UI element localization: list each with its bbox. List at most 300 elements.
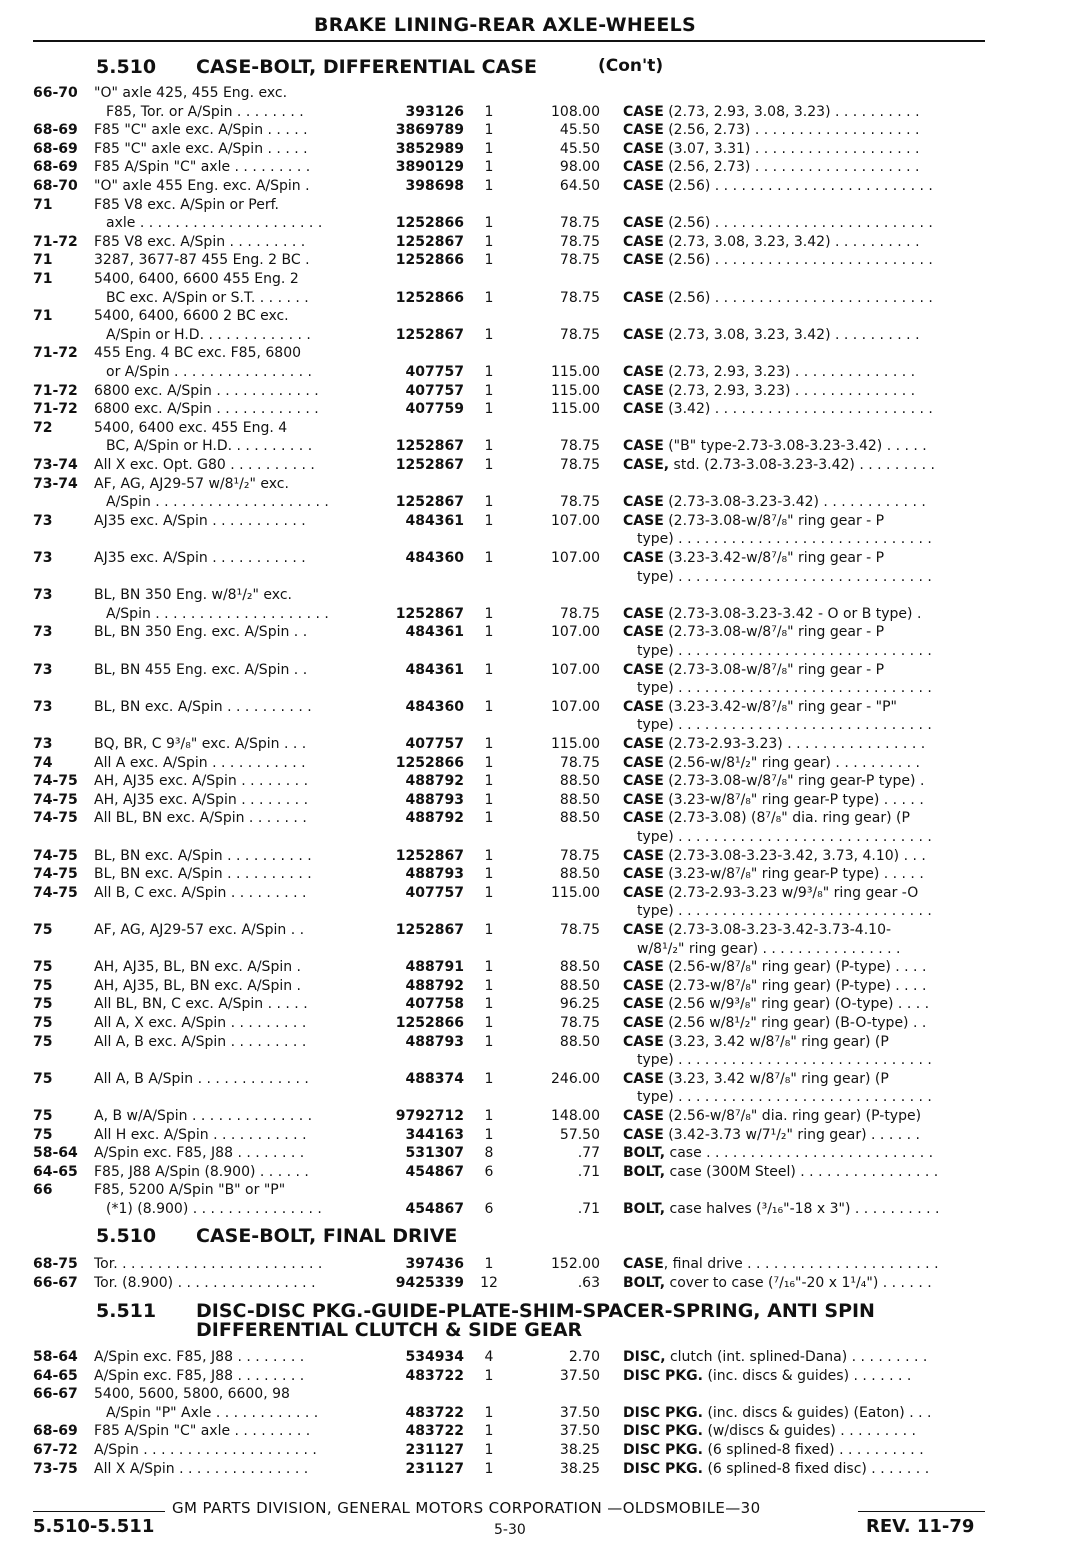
part-number: 1252867 xyxy=(395,922,464,938)
parts-row xyxy=(0,140,1084,159)
part-detail: (2.73-2.93-3.23 w/9³/₈" ring gear -O xyxy=(668,884,919,901)
application-description: All A, B A/Spin . . . . . . . . . . . . . xyxy=(94,1070,309,1087)
parts-row xyxy=(0,1126,1084,1145)
application-description: BL, BN exc. A/Spin . . . . . . . . . . xyxy=(94,866,312,883)
section-title: CASE-BOLT, DIFFERENTIAL CASE xyxy=(196,56,537,78)
model-years: 74-75 xyxy=(33,791,78,808)
parts-row xyxy=(0,1441,1084,1460)
part-detail: (3.23, 3.42 w/8⁷/₈" ring gear) (P xyxy=(668,1033,889,1050)
part-detail: (2.73, 2.93, 3.08, 3.23) . . . . . . . . . . xyxy=(668,103,920,120)
price: .71 xyxy=(577,1201,600,1217)
application-description: All BL, BN, C exc. A/Spin . . . . . xyxy=(94,996,308,1013)
part-number: 407759 xyxy=(405,401,464,418)
part-number: 9425339 xyxy=(395,1274,464,1291)
part-name: CASE xyxy=(623,922,664,938)
parts-row xyxy=(0,549,1084,568)
part-detail: cover to case (⁷/₁₆"-20 x 1¹/₄") . . . . . . xyxy=(669,1274,932,1291)
parts-row xyxy=(0,1033,1084,1052)
part-name: CASE xyxy=(623,438,664,455)
part-description xyxy=(623,661,987,680)
model-years: 73 xyxy=(33,736,53,752)
part-detail: (inc. discs & guides) (Eaton) . . . xyxy=(707,1404,932,1421)
part-name: CASE xyxy=(623,289,664,306)
parts-row xyxy=(0,995,1084,1014)
quantity: 1 xyxy=(484,996,494,1013)
parts-row xyxy=(0,400,1084,419)
parts-row xyxy=(0,772,1084,791)
part-detail: (3.23, 3.42 w/8⁷/₈" ring gear) (P xyxy=(668,1070,889,1087)
quantity: 1 xyxy=(484,773,494,790)
part-name: BOLT, xyxy=(623,1145,666,1162)
application-description: (*1) (8.900) . . . . . . . . . . . . . . . xyxy=(106,1201,322,1217)
part-description xyxy=(623,865,987,884)
part-name: CASE xyxy=(623,977,664,994)
application-description: BC exc. A/Spin or S.T. . . . . . . xyxy=(106,289,309,306)
application-description: BL, BN exc. A/Spin . . . . . . . . . . xyxy=(94,847,312,864)
parts-row xyxy=(0,754,1084,773)
price: .71 xyxy=(577,1163,600,1180)
price: 78.75 xyxy=(559,457,600,473)
part-detail: type) . . . . . . . . . . . . . . . . . . . . . . . . . . . . . xyxy=(637,531,932,548)
parts-row xyxy=(0,419,1084,438)
price: 152.00 xyxy=(551,1256,600,1272)
part-name: CASE xyxy=(623,550,664,566)
part-name: CASE xyxy=(623,866,664,883)
model-years: 73 xyxy=(33,587,53,604)
parts-row xyxy=(0,251,1084,270)
parts-row xyxy=(0,586,1084,605)
model-years: 75 xyxy=(33,1033,53,1050)
application-description: BL, BN 350 Eng. w/8¹/₂" exc. xyxy=(94,587,292,604)
part-name: CASE xyxy=(623,1070,664,1087)
quantity: 6 xyxy=(484,1163,494,1180)
application-description: BL, BN 350 Eng. exc. A/Spin . . xyxy=(94,624,308,641)
part-name: CASE xyxy=(623,624,664,641)
part-name: CASE xyxy=(623,140,664,157)
price: 78.75 xyxy=(559,438,600,455)
part-description xyxy=(623,1422,987,1441)
application-description: All A, B exc. A/Spin . . . . . . . . . xyxy=(94,1033,307,1050)
application-description: All BL, BN exc. A/Spin . . . . . . . xyxy=(94,810,307,827)
application-description: AH, AJ35 exc. A/Spin . . . . . . . . xyxy=(94,791,309,808)
parts-row xyxy=(0,512,1084,531)
part-detail: (2.73-3.08-w/8⁷/₈" ring gear-P type) . xyxy=(668,773,925,790)
quantity: 1 xyxy=(484,382,494,399)
model-years: 75 xyxy=(33,959,53,976)
application-description: Tor. (8.900) . . . . . . . . . . . . . . . . xyxy=(94,1274,316,1291)
part-number: 1252866 xyxy=(395,289,464,306)
parts-row xyxy=(0,847,1084,866)
part-detail: (2.73-3.08) (8⁷/₈" dia. ring gear) (P xyxy=(668,810,910,827)
part-detail: type) . . . . . . . . . . . . . . . . . . . . . . . . . . . . . xyxy=(637,1052,932,1069)
model-years: 71-72 xyxy=(33,345,78,362)
part-description xyxy=(623,400,987,419)
application-description: "O" axle 425, 455 Eng. exc. xyxy=(94,85,288,101)
part-name: BOLT, xyxy=(623,1201,666,1217)
parts-row xyxy=(0,791,1084,810)
price: 45.50 xyxy=(559,140,600,157)
part-description xyxy=(623,177,987,196)
part-detail: (3.23-3.42-w/8⁷/₈" ring gear - P xyxy=(668,550,885,566)
part-description xyxy=(623,493,987,512)
quantity: 1 xyxy=(484,1367,494,1384)
application-description: Tor. . . . . . . . . . . . . . . . . . . . . . . . xyxy=(94,1256,323,1272)
part-name: CASE xyxy=(623,791,664,808)
quantity: 1 xyxy=(484,364,494,380)
application-description: F85, J88 A/Spin (8.900) . . . . . . xyxy=(94,1163,309,1180)
parts-row xyxy=(0,735,1084,754)
part-detail: std. (2.73-3.08-3.23-3.42) . . . . . . . . . xyxy=(673,457,935,473)
part-detail: (2.73, 3.08, 3.23, 3.42) . . . . . . . . . . xyxy=(668,233,920,250)
quantity: 1 xyxy=(484,233,494,250)
application-description: A/Spin exc. F85, J88 . . . . . . . . xyxy=(94,1145,305,1162)
part-description xyxy=(623,698,987,717)
part-description xyxy=(623,623,987,642)
price: 88.50 xyxy=(559,791,600,808)
part-name: CASE xyxy=(623,847,664,864)
price: 98.00 xyxy=(559,159,600,176)
part-name: CASE xyxy=(623,1108,664,1124)
price: 115.00 xyxy=(551,884,600,901)
part-name: CASE xyxy=(623,1033,664,1050)
part-number: 407757 xyxy=(405,382,464,399)
model-years: 68-69 xyxy=(33,140,78,157)
parts-row xyxy=(0,828,1084,847)
model-years: 71-72 xyxy=(33,233,78,250)
model-years: 75 xyxy=(33,1126,53,1143)
part-detail: (6 splined-8 fixed) . . . . . . . . . . xyxy=(707,1442,924,1458)
part-name: CASE xyxy=(623,661,664,678)
part-description xyxy=(637,1088,987,1107)
parts-row xyxy=(0,214,1084,233)
price: 88.50 xyxy=(559,773,600,790)
application-description: A/Spin . . . . . . . . . . . . . . . . . . . . xyxy=(94,1442,317,1458)
model-years: 73-75 xyxy=(33,1460,78,1477)
model-years: 73 xyxy=(33,698,53,715)
part-number: 1252867 xyxy=(395,438,464,455)
price: 78.75 xyxy=(559,215,600,232)
quantity: 1 xyxy=(484,922,494,938)
part-name: DISC PKG. xyxy=(623,1423,703,1440)
quantity: 1 xyxy=(484,847,494,864)
model-years: 68-69 xyxy=(33,159,78,176)
part-number: 397436 xyxy=(405,1256,464,1272)
application-description: F85 "C" axle exc. A/Spin . . . . . xyxy=(94,140,308,157)
application-description: 6800 exc. A/Spin . . . . . . . . . . . . xyxy=(94,382,319,399)
quantity: 1 xyxy=(484,959,494,976)
part-detail: (2.56-w/8⁷/₈" ring gear) (P-type) . . . . xyxy=(668,959,927,976)
price: 107.00 xyxy=(551,512,600,529)
parts-row xyxy=(0,382,1084,401)
parts-row xyxy=(0,177,1084,196)
part-detail: (2.73-3.08-3.23-3.42 - O or B type) . xyxy=(668,605,922,622)
model-years: 58-64 xyxy=(33,1145,78,1162)
part-detail: type) . . . . . . . . . . . . . . . . . . . . . . . . . . . . . xyxy=(637,903,932,920)
quantity: 1 xyxy=(484,1070,494,1087)
model-years: 71 xyxy=(33,271,53,287)
application-description: A, B w/A/Spin . . . . . . . . . . . . . . xyxy=(94,1108,313,1124)
part-name: CASE xyxy=(623,252,664,269)
application-description: F85, Tor. or A/Spin . . . . . . . . xyxy=(106,103,304,120)
application-description: or A/Spin . . . . . . . . . . . . . . . . xyxy=(106,364,313,380)
model-years: 73 xyxy=(33,550,53,566)
part-detail: (2.56, 2.73) . . . . . . . . . . . . . . . . . . . xyxy=(668,159,920,176)
application-description: "O" axle 455 Eng. exc. A/Spin . xyxy=(94,178,310,194)
price: 246.00 xyxy=(551,1070,600,1087)
quantity: 1 xyxy=(484,884,494,901)
application-description: axle . . . . . . . . . . . . . . . . . . . . . xyxy=(106,215,323,232)
part-description xyxy=(623,1033,987,1052)
model-years: 73-74 xyxy=(33,457,78,473)
part-description xyxy=(623,958,987,977)
part-description xyxy=(623,1144,987,1163)
part-detail: clutch (int. splined-Dana) . . . . . . . . . xyxy=(669,1349,928,1365)
part-detail: (2.73-3.08-3.23-3.42) . . . . . . . . . . . . xyxy=(668,494,926,511)
price: .63 xyxy=(577,1274,600,1291)
price: 78.75 xyxy=(559,233,600,250)
part-name: CASE xyxy=(623,605,664,622)
part-number: 1252867 xyxy=(395,233,464,250)
price: 88.50 xyxy=(559,866,600,883)
part-detail: type) . . . . . . . . . . . . . . . . . . . . . . . . . . . . . xyxy=(637,680,932,697)
quantity: 1 xyxy=(484,810,494,827)
quantity: 1 xyxy=(484,977,494,994)
part-description xyxy=(623,884,987,903)
parts-row xyxy=(0,1014,1084,1033)
part-detail: (2.73-2.93-3.23) . . . . . . . . . . . . . . . . xyxy=(668,736,926,752)
model-years: 75 xyxy=(33,1070,53,1087)
part-description xyxy=(623,437,987,456)
part-name: DISC PKG. xyxy=(623,1460,703,1477)
section-number: 5.510 xyxy=(96,1225,157,1247)
part-number: 231127 xyxy=(405,1460,464,1477)
application-description: F85 "C" axle exc. A/Spin . . . . . xyxy=(94,122,308,139)
model-years: 73-74 xyxy=(33,475,78,492)
application-description: A/Spin . . . . . . . . . . . . . . . . . . . . xyxy=(106,605,329,622)
part-number: 488792 xyxy=(405,977,464,994)
part-name: CASE xyxy=(623,233,664,250)
part-number: 1252867 xyxy=(395,457,464,473)
footer-section-range: 5.510-5.511 xyxy=(33,1516,155,1537)
part-detail: (2.73-3.08-3.23-3.42, 3.73, 4.10) . . . xyxy=(668,847,926,864)
quantity: 1 xyxy=(484,159,494,176)
part-description xyxy=(623,251,987,270)
quantity: 1 xyxy=(484,550,494,566)
parts-row xyxy=(0,475,1084,494)
quantity: 1 xyxy=(484,252,494,269)
part-number: 1252867 xyxy=(395,326,464,343)
parts-row xyxy=(0,568,1084,587)
part-number: 531307 xyxy=(405,1145,464,1162)
parts-row xyxy=(0,493,1084,512)
part-number: 488791 xyxy=(405,959,464,976)
part-description xyxy=(623,995,987,1014)
parts-row xyxy=(0,884,1084,903)
part-description xyxy=(623,754,987,773)
model-years: 73 xyxy=(33,512,53,529)
part-number: 454867 xyxy=(405,1163,464,1180)
quantity: 1 xyxy=(484,215,494,232)
part-description xyxy=(623,1200,987,1219)
part-number: 407757 xyxy=(405,364,464,380)
application-description: A/Spin exc. F85, J88 . . . . . . . . xyxy=(94,1367,305,1384)
parts-row xyxy=(0,1051,1084,1070)
part-description xyxy=(623,512,987,531)
parts-row xyxy=(0,809,1084,828)
parts-row xyxy=(0,307,1084,326)
part-description xyxy=(623,158,987,177)
parts-row xyxy=(0,661,1084,680)
application-description: All X A/Spin . . . . . . . . . . . . . . . xyxy=(94,1460,309,1477)
price: 37.50 xyxy=(559,1367,600,1384)
price: 78.75 xyxy=(559,754,600,771)
price: 78.75 xyxy=(559,326,600,343)
quantity: 1 xyxy=(484,1108,494,1124)
part-description xyxy=(623,456,987,475)
model-years: 75 xyxy=(33,977,53,994)
application-description: 6800 exc. A/Spin . . . . . . . . . . . . xyxy=(94,401,319,418)
parts-row xyxy=(0,1367,1084,1386)
quantity: 1 xyxy=(484,1460,494,1477)
part-description xyxy=(623,103,987,122)
quantity: 1 xyxy=(484,791,494,808)
part-name: CASE xyxy=(623,1126,664,1143)
quantity: 1 xyxy=(484,1423,494,1440)
part-description xyxy=(623,1274,987,1293)
price: 88.50 xyxy=(559,959,600,976)
application-description: AJ35 exc. A/Spin . . . . . . . . . . . xyxy=(94,550,306,566)
part-detail: (2.73, 2.93, 3.23) . . . . . . . . . . . . . . xyxy=(668,364,916,380)
part-detail: (3.42) . . . . . . . . . . . . . . . . . . . . . . . . . xyxy=(668,401,933,418)
price: 38.25 xyxy=(559,1442,600,1458)
part-name: CASE xyxy=(623,401,664,418)
part-detail: (3.23-w/8⁷/₈" ring gear-P type) . . . . . xyxy=(668,866,924,883)
part-detail: case halves (³/₁₆"-18 x 3") . . . . . . . . . . xyxy=(669,1201,940,1217)
model-years: 66 xyxy=(33,1182,53,1199)
part-name: BOLT, xyxy=(623,1274,666,1291)
quantity: 1 xyxy=(484,1404,494,1421)
part-name: BOLT, xyxy=(623,1163,666,1180)
application-description: All B, C exc. A/Spin . . . . . . . . . xyxy=(94,884,307,901)
part-description xyxy=(623,549,987,568)
price: .77 xyxy=(577,1145,600,1162)
parts-row xyxy=(0,1404,1084,1423)
model-years: 74-75 xyxy=(33,810,78,827)
price: 78.75 xyxy=(559,1015,600,1031)
part-name: CASE xyxy=(623,103,664,120)
part-number: 488792 xyxy=(405,810,464,827)
price: 115.00 xyxy=(551,364,600,380)
model-years: 75 xyxy=(33,1108,53,1124)
part-name: CASE xyxy=(623,698,664,715)
model-years: 71 xyxy=(33,308,53,325)
section-number: 5.511 xyxy=(96,1300,157,1322)
application-description: All A, X exc. A/Spin . . . . . . . . . xyxy=(94,1015,307,1031)
quantity: 1 xyxy=(484,512,494,529)
model-years: 64-65 xyxy=(33,1163,78,1180)
quantity: 1 xyxy=(484,140,494,157)
application-description: AF, AG, AJ29-57 exc. A/Spin . . xyxy=(94,922,305,938)
part-description xyxy=(637,716,987,735)
quantity: 4 xyxy=(484,1349,494,1365)
price: 78.75 xyxy=(559,494,600,511)
model-years: 73 xyxy=(33,624,53,641)
part-number: 454867 xyxy=(405,1201,464,1217)
quantity: 1 xyxy=(484,178,494,194)
part-number: 1252866 xyxy=(395,754,464,771)
model-years: 74-75 xyxy=(33,866,78,883)
model-years: 66-70 xyxy=(33,85,78,101)
quantity: 1 xyxy=(484,1256,494,1272)
part-description xyxy=(637,642,987,661)
price: 64.50 xyxy=(559,178,600,194)
application-description: F85 A/Spin "C" axle . . . . . . . . . xyxy=(94,1423,311,1440)
parts-row xyxy=(0,977,1084,996)
parts-row xyxy=(0,1348,1084,1367)
parts-row xyxy=(0,1274,1084,1293)
part-description xyxy=(623,921,987,940)
parts-row xyxy=(0,1107,1084,1126)
parts-row xyxy=(0,698,1084,717)
parts-row xyxy=(0,530,1084,549)
part-description xyxy=(623,1107,987,1126)
part-detail: (2.73-w/8⁷/₈" ring gear) (P-type) . . . . xyxy=(668,977,927,994)
quantity: 1 xyxy=(484,736,494,752)
parts-row xyxy=(0,605,1084,624)
model-years: 73 xyxy=(33,661,53,678)
part-number: 484361 xyxy=(405,624,464,641)
price: 88.50 xyxy=(559,977,600,994)
parts-row xyxy=(0,289,1084,308)
parts-row xyxy=(0,456,1084,475)
quantity: 1 xyxy=(484,438,494,455)
part-number: 534934 xyxy=(405,1349,464,1365)
part-number: 344163 xyxy=(405,1126,464,1143)
model-years: 71-72 xyxy=(33,401,78,418)
part-detail: case (300M Steel) . . . . . . . . . . . . . . . . xyxy=(669,1163,939,1180)
model-years: 72 xyxy=(33,419,53,436)
part-detail: type) . . . . . . . . . . . . . . . . . . . . . . . . . . . . . xyxy=(637,1089,932,1106)
parts-row xyxy=(0,623,1084,642)
part-description xyxy=(623,326,987,345)
part-number: 483722 xyxy=(405,1367,464,1384)
part-detail: (2.73-3.08-3.23-3.42-3.73-4.10- xyxy=(668,922,892,938)
application-description: 455 Eng. 4 BC exc. F85, 6800 xyxy=(94,345,302,362)
part-description xyxy=(623,791,987,810)
parts-row xyxy=(0,344,1084,363)
quantity: 1 xyxy=(484,698,494,715)
part-detail: (2.73-3.08-w/8⁷/₈" ring gear - P xyxy=(668,624,885,641)
parts-row xyxy=(0,326,1084,345)
quantity: 1 xyxy=(484,1126,494,1143)
part-description xyxy=(623,1014,987,1033)
part-name: DISC PKG. xyxy=(623,1442,703,1458)
part-number: 407757 xyxy=(405,884,464,901)
page-header-title: BRAKE LINING-REAR AXLE-WHEELS xyxy=(313,14,696,36)
part-detail: (3.23-w/8⁷/₈" ring gear-P type) . . . . . xyxy=(668,791,924,808)
part-detail: (2.56) . . . . . . . . . . . . . . . . . . . . . . . . . xyxy=(668,178,933,194)
part-name: CASE, xyxy=(623,457,670,473)
part-number: 1252866 xyxy=(395,215,464,232)
parts-row xyxy=(0,1200,1084,1219)
parts-row xyxy=(0,1422,1084,1441)
application-description: A/Spin . . . . . . . . . . . . . . . . . . . . xyxy=(106,494,329,511)
price: 78.75 xyxy=(559,922,600,938)
quantity: 1 xyxy=(484,605,494,622)
part-number: 9792712 xyxy=(395,1108,464,1124)
price: 96.25 xyxy=(559,996,600,1013)
part-number: 484360 xyxy=(405,698,464,715)
